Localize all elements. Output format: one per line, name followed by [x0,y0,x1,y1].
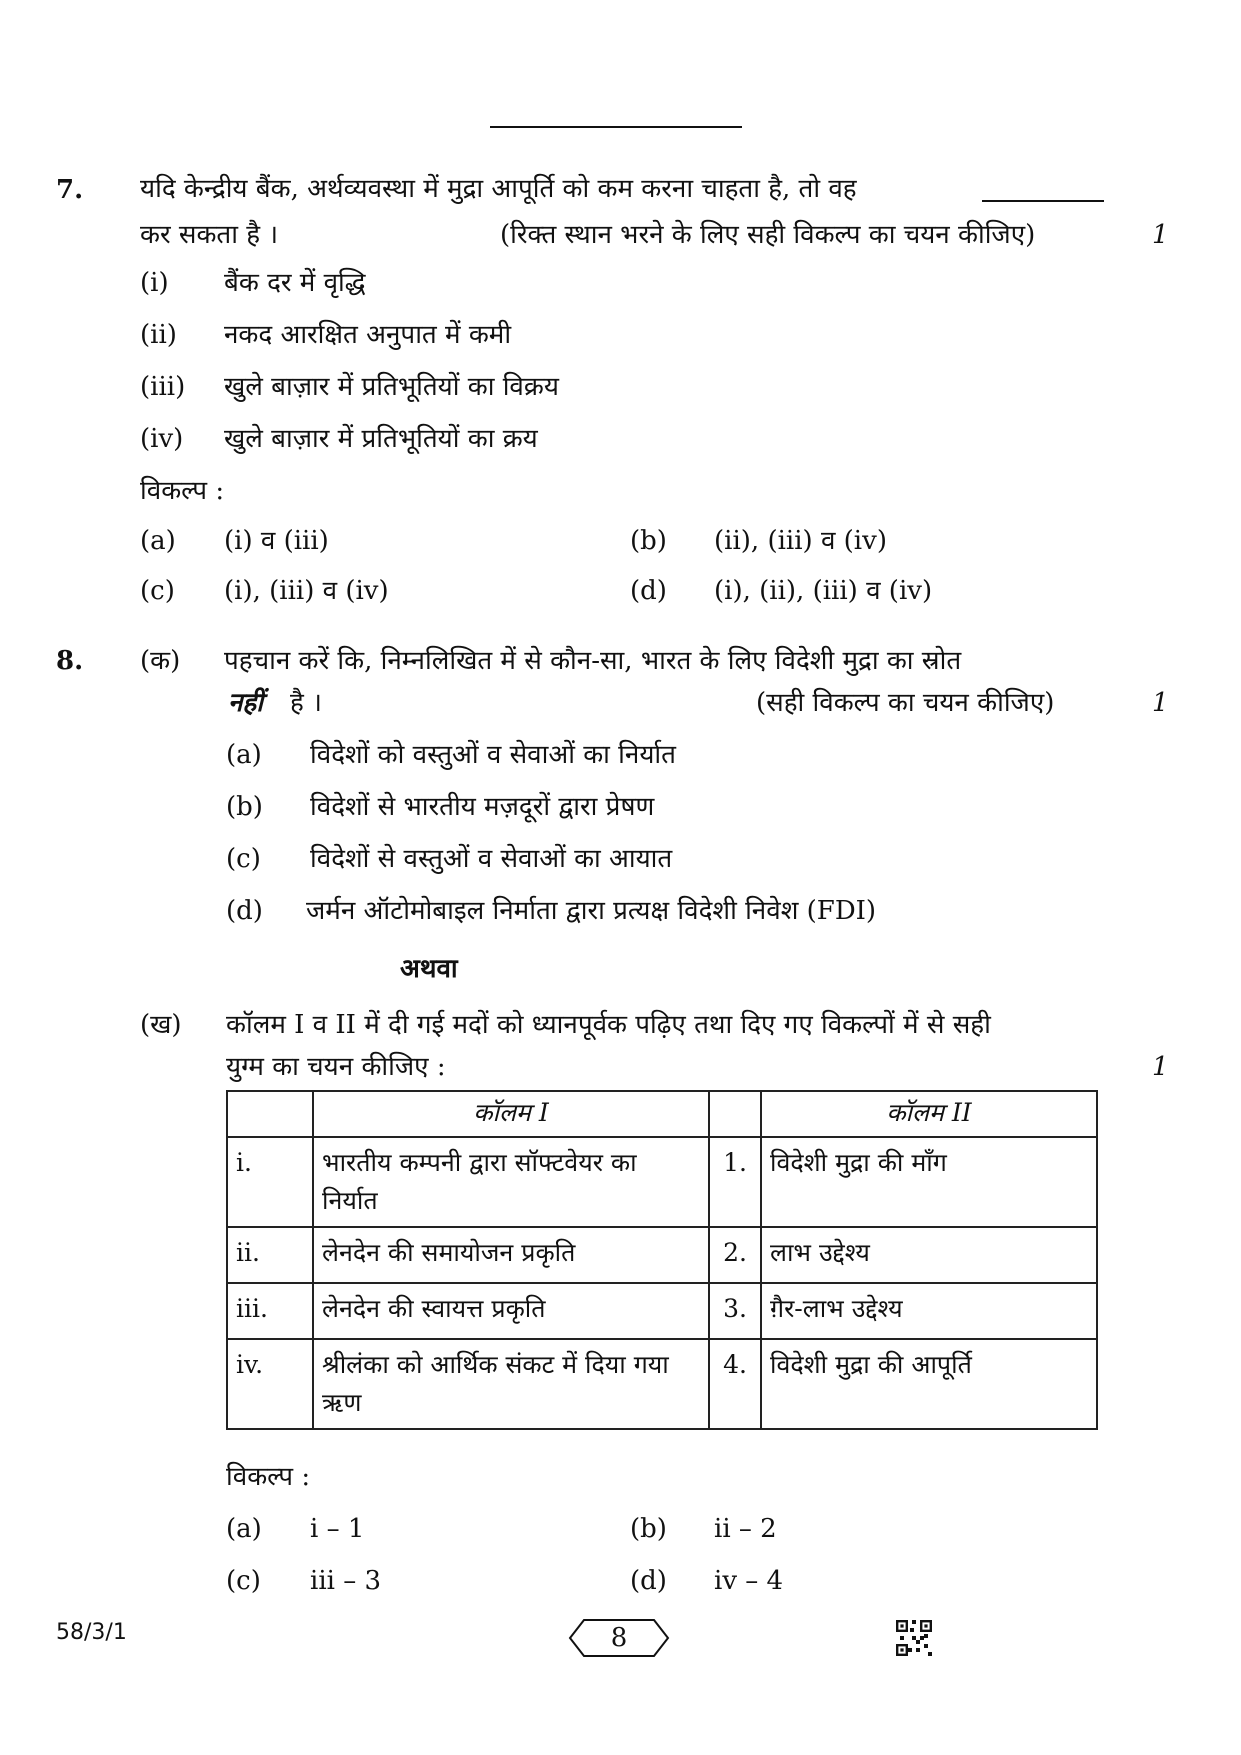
option-text: विदेशों को वस्तुओं व सेवाओं का निर्यात [310,740,676,770]
option-text: जर्मन ऑटोमोबाइल निर्माता द्वारा प्रत्यक्ष विदेशी निवेश (FDI) [306,896,877,926]
row-roman: ii. [227,1227,313,1283]
row-roman: i. [227,1137,313,1227]
options-heading: विकल्प : [226,1462,311,1492]
statement-label: (i) [140,268,169,298]
option-label: (c) [140,576,175,606]
option-text: ii – 2 [714,1514,777,1544]
row-match: लाभ उद्देश्य [761,1227,1097,1283]
top-divider [490,126,742,128]
statement-text: नकद आरक्षित अनुपात में कमी [224,320,512,350]
statement-label: (ii) [140,320,177,350]
column-2-header: कॉलम II [761,1091,1097,1137]
question-7-line2: कर सकता है । [140,220,279,250]
row-item: श्रीलंका को आर्थिक संकट में दिया गया ऋण [313,1339,709,1429]
statement-label: (iii) [140,372,186,402]
options-heading: विकल्प : [140,476,225,506]
matching-table [226,1090,1098,1430]
part-b-line2: युग्म का चयन कीजिए : [226,1052,446,1082]
row-number: 4. [709,1339,761,1429]
option-label: (c) [226,1566,261,1596]
page-number: 8 [610,1623,628,1653]
row-item: भारतीय कम्पनी द्वारा सॉफ्टवेयर का निर्यात [313,1137,709,1227]
option-label: (a) [226,740,262,770]
option-label: (a) [226,1514,262,1544]
part-a-marks: 1 [1152,688,1169,718]
option-label: (a) [140,526,176,556]
option-text: विदेशों से भारतीय मज़दूरों द्वारा प्रेषण [310,792,655,822]
table-header-blank [709,1091,761,1137]
part-a-instruction: (सही विकल्प का चयन कीजिए) [756,688,1055,718]
option-label: (b) [630,526,667,556]
question-7-number: 7. [56,175,84,205]
part-b-marks: 1 [1152,1052,1169,1082]
table-header-row [227,1091,1097,1137]
or-separator: अथवा [400,954,458,984]
qr-code-icon [896,1620,932,1656]
qr-code-graphic [896,1620,932,1656]
table-row [227,1227,1097,1283]
option-label: (c) [226,844,261,874]
statement-label: (iv) [140,424,184,454]
option-label: (d) [226,896,263,926]
part-b-label: (ख) [140,1010,182,1040]
table-row [227,1137,1097,1227]
row-item: लेनदेन की स्वायत्त प्रकृति [313,1283,709,1339]
row-roman: iii. [227,1283,313,1339]
question-8-number: 8. [56,646,84,676]
paper-code: 58/3/1 [56,1620,127,1645]
option-text: iii – 3 [310,1566,382,1596]
question-7-marks: 1 [1152,220,1169,250]
row-item: लेनदेन की समायोजन प्रकृति [313,1227,709,1283]
row-match: विदेशी मुद्रा की आपूर्ति [761,1339,1097,1429]
row-match: विदेशी मुद्रा की माँग [761,1137,1097,1227]
statement-text: बैंक दर में वृद्धि [224,268,366,298]
row-number: 2. [709,1227,761,1283]
row-number: 3. [709,1283,761,1339]
option-text: i – 1 [310,1514,365,1544]
question-7-line1: यदि केन्द्रीय बैंक, अर्थव्यवस्था में मुद्रा आपूर्ति को कम करना चाहता है, तो वह [140,174,857,204]
table-row [227,1339,1097,1429]
row-roman: iv. [227,1339,313,1429]
option-text: (i) व (iii) [224,526,329,556]
option-label: (d) [630,1566,667,1596]
option-text: (ii), (iii) व (iv) [714,526,887,556]
row-match: ग़ैर-लाभ उद्देश्य [761,1283,1097,1339]
option-label: (b) [226,792,263,822]
table-header-blank [227,1091,313,1137]
part-b-line1: कॉलम I व II में दी गई मदों को ध्यानपूर्वक पढ़िए तथा दिए गए विकल्पों में से सही [226,1010,991,1040]
part-a-line2: है । [290,688,322,718]
column-1-header: कॉलम I [313,1091,709,1137]
row-number: 1. [709,1137,761,1227]
option-label: (d) [630,576,667,606]
page-number-badge [568,1618,670,1658]
part-a-emphasis: नहीं [228,688,263,718]
option-text: iv – 4 [714,1566,784,1596]
option-text: (i), (ii), (iii) व (iv) [714,576,933,606]
question-7-instruction: (रिक्त स्थान भरने के लिए सही विकल्प का चयन कीजिए) [500,220,1036,250]
part-a-label: (क) [140,646,181,676]
table-row [227,1283,1097,1339]
option-text: (i), (iii) व (iv) [224,576,389,606]
blank-line [982,200,1104,202]
option-label: (b) [630,1514,667,1544]
part-a-line1: पहचान करें कि, निम्नलिखित में से कौन-सा, भारत के लिए विदेशी मुद्रा का स्रोत [224,646,962,676]
option-text: विदेशों से वस्तुओं व सेवाओं का आयात [310,844,673,874]
statement-text: खुले बाज़ार में प्रतिभूतियों का विक्रय [224,372,559,402]
statement-text: खुले बाज़ार में प्रतिभूतियों का क्रय [224,424,538,454]
